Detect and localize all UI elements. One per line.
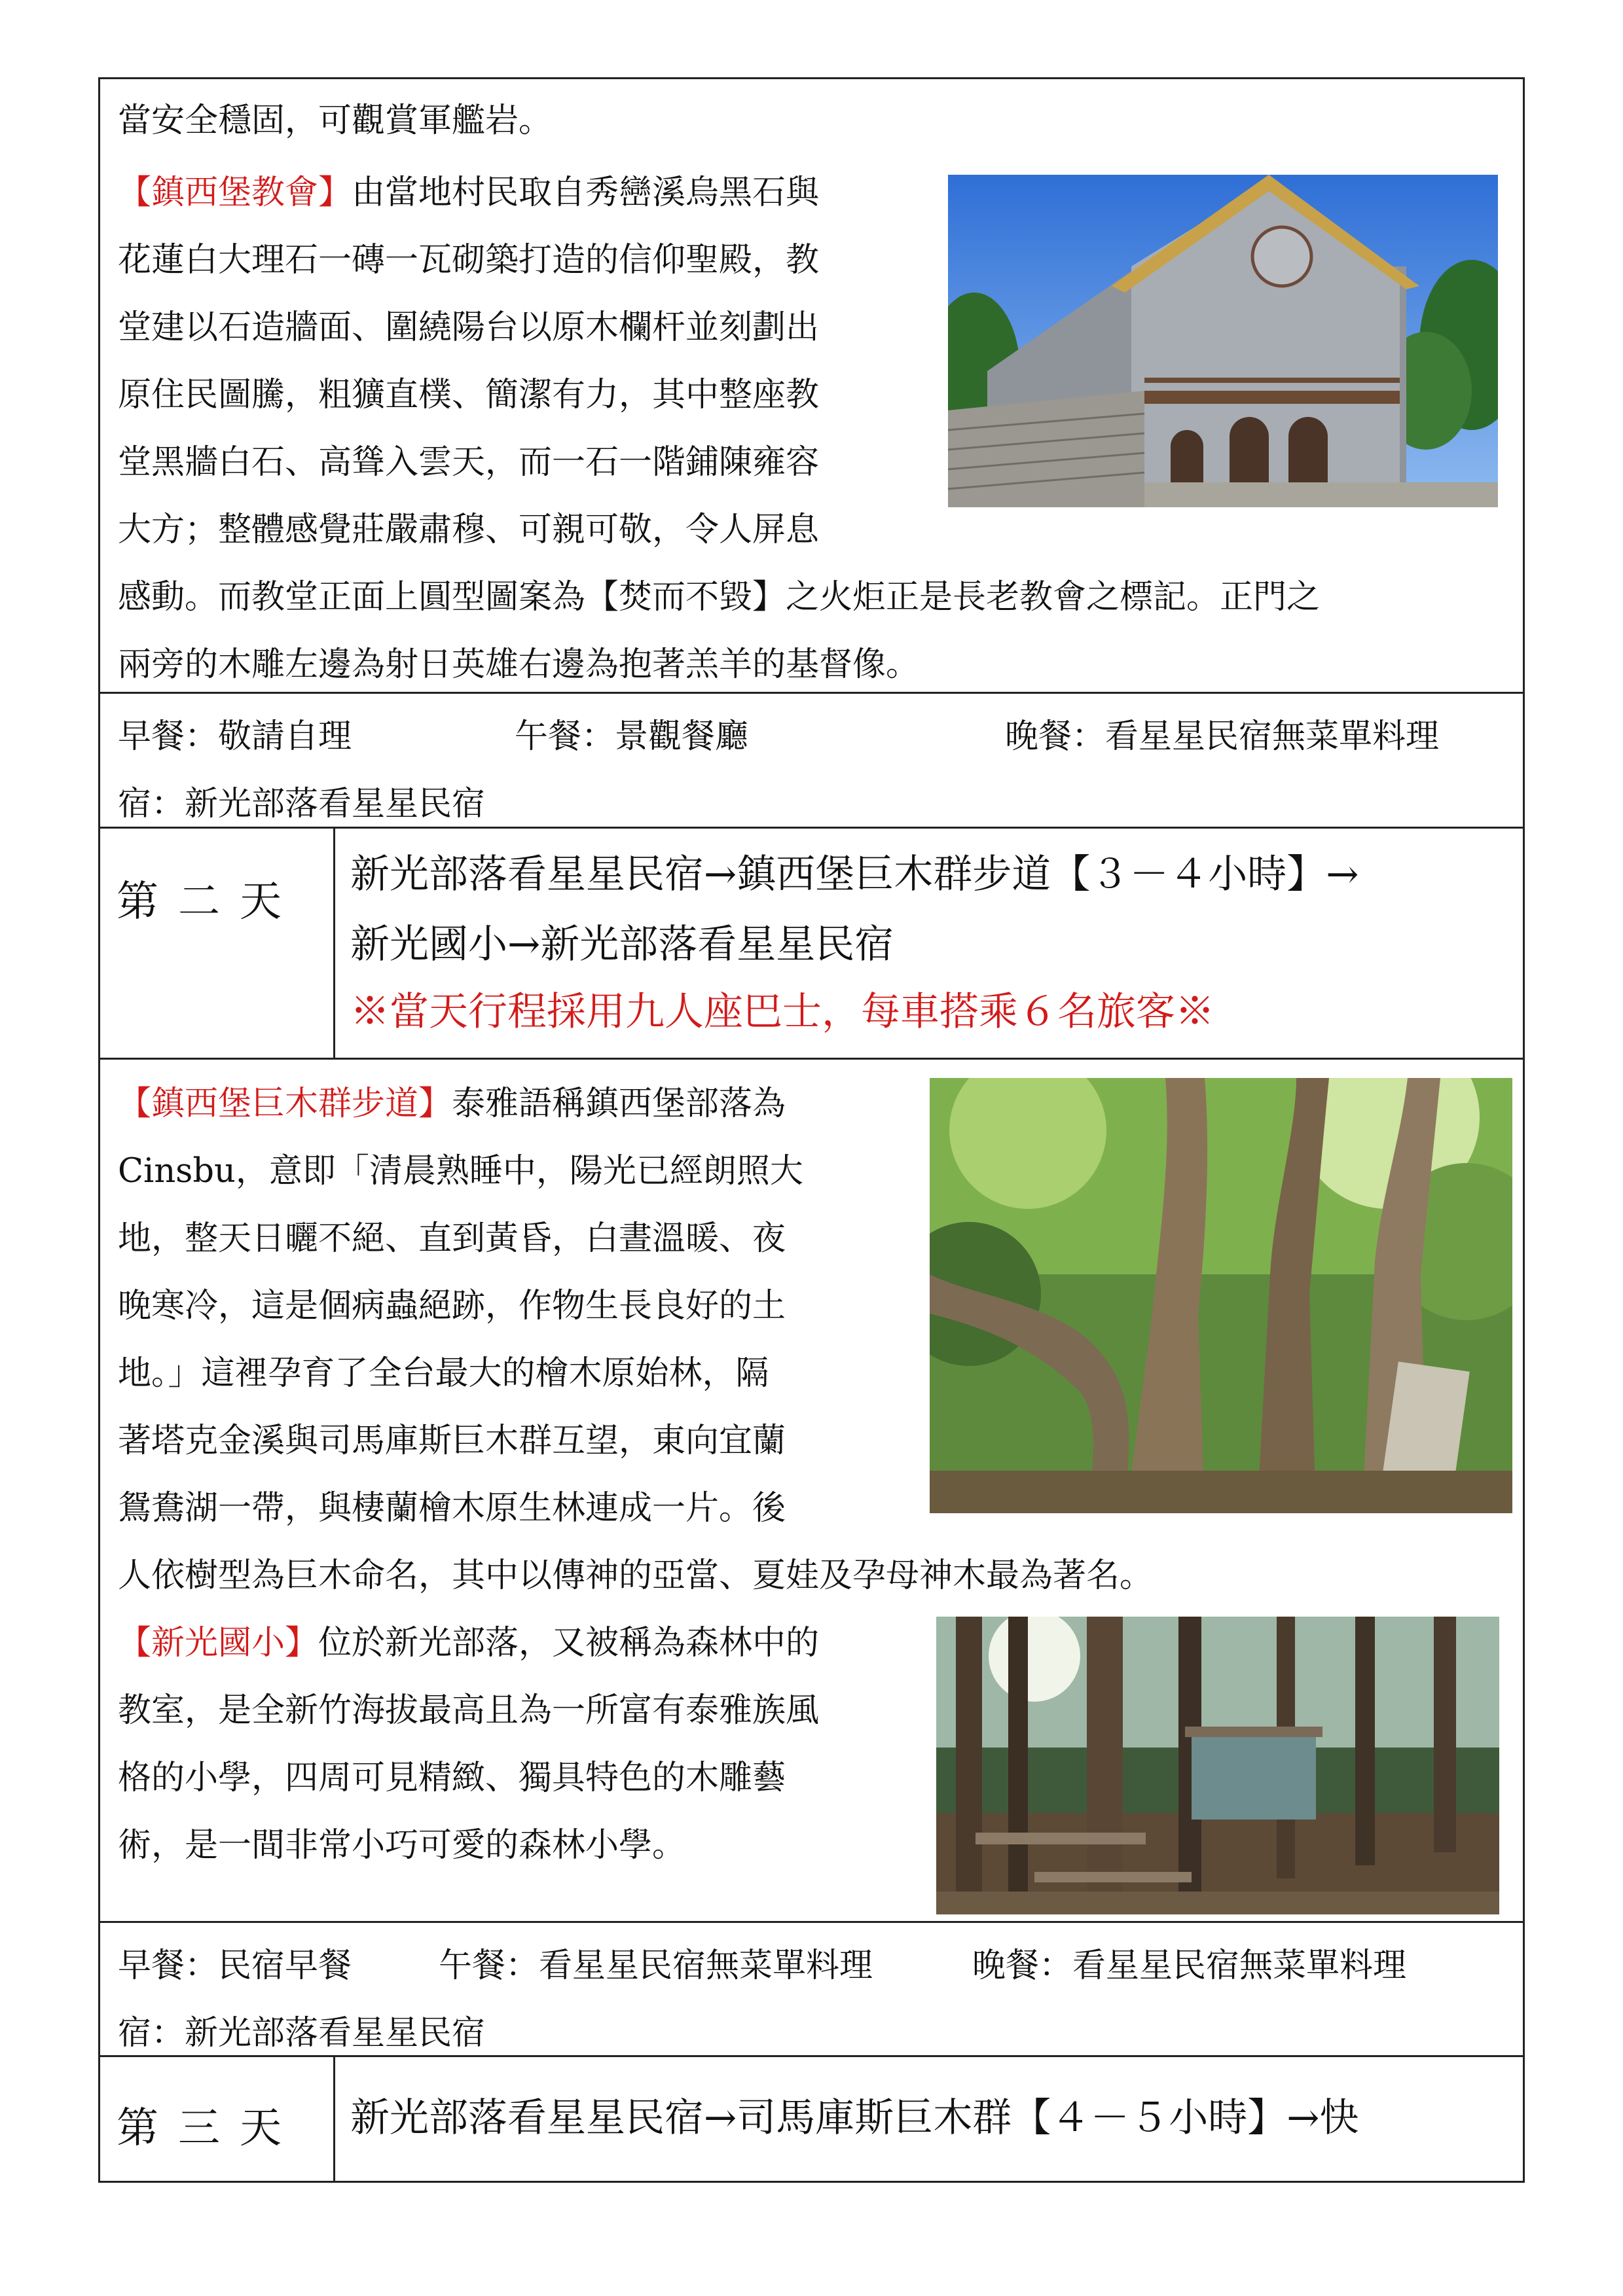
school-paragraph-line: 術，是一間非常小巧可愛的森林小學。 [118,1826,686,1865]
breakfast-text: 早餐：敬請自理 [118,717,352,756]
church-paragraph-line: 【鎮西堡教會】由當地村民取自秀巒溪烏黑石與 [118,173,820,212]
church-photo [948,175,1498,507]
trail-paragraph-line: 地，整天日曬不絕、直到黃昏，白晝溫暖、夜 [118,1219,786,1258]
giant-tree-photo [930,1078,1512,1513]
trail-paragraph-line: 著塔克金溪與司馬庫斯巨木群互望，東向宜蘭 [118,1422,786,1460]
church-paragraph-line: 堂黑牆白石、高聳入雲天，而一石一階鋪陳雍容 [118,443,820,482]
church-paragraph-line: 兩旁的木雕左邊為射日英雄右邊為抱著羔羊的基督像。 [118,645,920,684]
school-paragraph-line: 教室，是全新竹海拔最高且為一所富有泰雅族風 [118,1691,820,1730]
route-line: 新光國小→新光部落看星星民宿 [350,922,894,967]
school-paragraph-line: 【新光國小】位於新光部落，又被稱為森林中的 [118,1624,820,1662]
intro-line: 當安全穩固，可觀賞軍艦岩。 [118,101,553,140]
trail-paragraph-line: 地。」這裡孕育了全台最大的檜木原始林，隔 [118,1354,769,1393]
breakfast-text: 早餐：民宿早餐 [118,1946,352,1985]
church-paragraph-line: 花蓮白大理石一磚一瓦砌築打造的信仰聖殿，教 [118,241,820,279]
route-line: 新光部落看星星民宿→司馬庫斯巨木群【４－５小時】→快 [350,2095,1359,2141]
church-paragraph-line: 大方；整體感覺莊嚴肅穆、可親可敬，令人屏息 [118,511,820,549]
school-title: 【新光國小】 [118,1624,319,1662]
trail-paragraph-line: Cinsbu，意即「清晨熟睡中，陽光已經朗照大 [118,1152,803,1191]
church-paragraph-line: 堂建以石造牆面、圍繞陽台以原木欄杆並刻劃出 [118,308,820,347]
lodging-text: 宿：新光部落看星星民宿 [118,785,486,823]
column-divider [333,2055,335,2183]
trail-paragraph-line: 人依樹型為巨木命名，其中以傳神的亞當、夏娃及孕母神木最為著名。 [118,1556,1154,1595]
dinner-text: 晚餐：看星星民宿無菜單料理 [972,1946,1407,1985]
row-divider [98,1058,1525,1060]
trail-paragraph-line: 【鎮西堡巨木群步道】泰雅語稱鎮西堡部落為 [118,1085,786,1123]
day-label: 第三天 [117,2104,301,2153]
forest-school-photo [936,1617,1499,1914]
route-line: 新光部落看星星民宿→鎮西堡巨木群步道【３－４小時】→ [350,852,1359,897]
lunch-text: 午餐：看星星民宿無菜單料理 [439,1946,873,1985]
church-paragraph-line: 感動。而教堂正面上圓型圖案為【焚而不毀】之火炬正是長老教會之標記。正門之 [118,578,1321,617]
lodging-text: 宿：新光部落看星星民宿 [118,2014,486,2053]
church-paragraph-line: 原住民圖騰，粗獷直樸、簡潔有力，其中整座教 [118,376,820,414]
trail-paragraph-line: 鴛鴦湖一帶，與棲蘭檜木原生林連成一片。後 [118,1489,786,1528]
trail-title: 【鎮西堡巨木群步道】 [118,1085,452,1123]
dinner-text: 晚餐：看星星民宿無菜單料理 [1005,717,1440,756]
school-paragraph-line: 格的小學，四周可見精緻、獨具特色的木雕藝 [118,1759,786,1797]
day-label: 第二天 [117,878,301,926]
lunch-text: 午餐：景觀餐廳 [515,717,749,756]
row-divider [98,1921,1525,1923]
church-title: 【鎮西堡教會】 [118,173,352,212]
trail-paragraph-line: 晚寒冷，這是個病蟲絕跡，作物生長良好的土 [118,1287,786,1325]
bus-note: ※當天行程採用九人座巴士，每車搭乘６名旅客※ [350,989,1214,1035]
column-divider [333,827,335,1058]
